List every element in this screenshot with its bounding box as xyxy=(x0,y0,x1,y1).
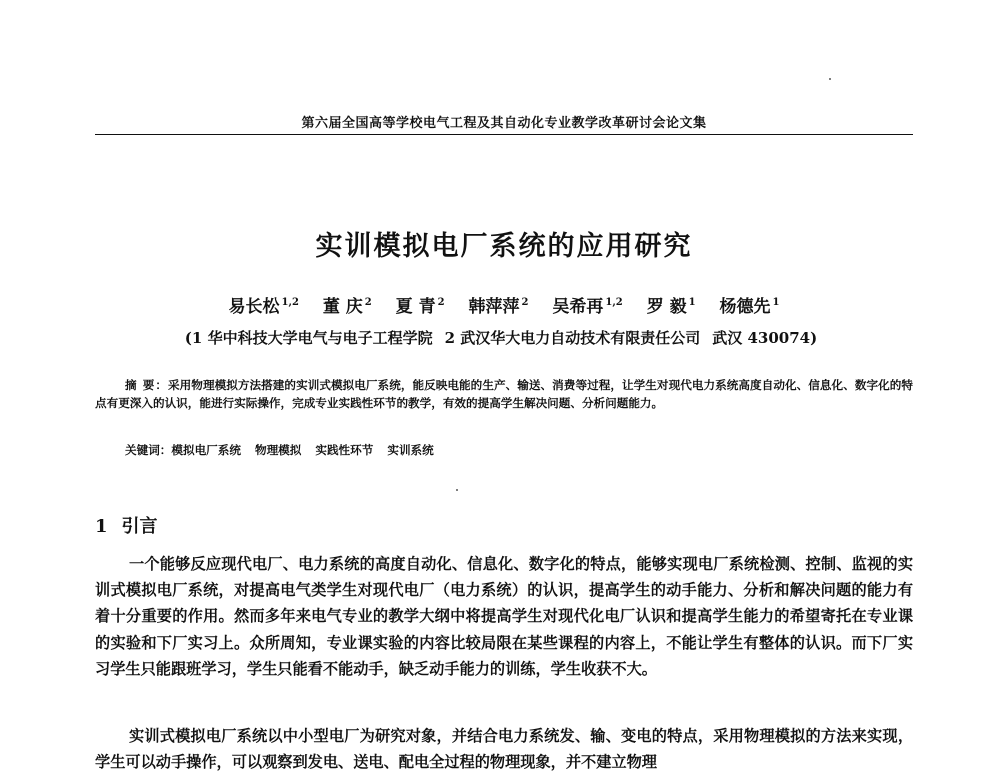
scan-speck xyxy=(456,489,458,491)
running-header: 第六届全国高等学校电气工程及其自动化专业教学改革研讨会论文集 xyxy=(301,116,707,131)
header-rule xyxy=(95,134,913,135)
affiliation-1: 1 华中科技大学电气与电子工程学院 xyxy=(191,329,433,347)
body-paragraph: 实训式模拟电厂系统以中小型电厂为研究对象，并结合电力系统发、输、变电的特点，采用物理模拟的方法来实现，学生可以动手操作，可以观察到发电、送电、配电全过程的物理现象，并不建立物理 xyxy=(95,727,913,772)
keyword: 模拟电厂系统 xyxy=(171,443,241,457)
author: 易长松 $^{1,2}$ xyxy=(228,297,299,317)
affiliation-2: 2 武汉华大电力自动技术有限责任公司 xyxy=(444,329,701,347)
keywords xyxy=(125,442,905,458)
section-title: 引言 xyxy=(121,516,158,537)
affiliations xyxy=(95,327,913,348)
abstract-label: 摘 要： xyxy=(125,378,169,392)
author: 吴希再 $^{1,2}$ xyxy=(552,297,623,317)
author: 韩萍萍 $^2$ xyxy=(468,297,529,317)
author-list xyxy=(95,292,913,317)
abstract-text: 采用物理模拟方法搭建的实训式模拟电厂系统，能反映电能的生产、输送、消费等过程，让学生对现代电力系统高度自动化、信息化、数字化的特点有更深入的认识，能进行实际操作，完成专业实践性环节的教学，有效的提高学生解决问题、分析问题能力。 xyxy=(95,378,913,410)
affiliation-open: ( xyxy=(184,329,192,347)
author: 夏 青 $^2$ xyxy=(395,297,445,317)
keyword: 实践性环节 xyxy=(315,443,374,457)
scan-speck xyxy=(829,78,831,80)
keyword: 实训系统 xyxy=(387,443,434,457)
section-heading xyxy=(95,512,158,538)
author: 杨德先 $^1$ xyxy=(719,297,780,317)
abstract xyxy=(95,376,913,412)
keywords-label: 关键词： xyxy=(125,443,172,457)
author: 董 庆 $^2$ xyxy=(322,297,372,317)
author: 罗 毅 $^1$ xyxy=(646,297,696,317)
paper-title: 实训模拟电厂系统的应用研究 xyxy=(315,231,693,262)
section-number: 1 xyxy=(95,516,108,537)
body-paragraph: 一个能够反应现代电厂、电力系统的高度自动化、信息化、数字化的特点，能够实现电厂系统检测、控制、监视的实训式模拟电厂系统，对提高电气类学生对现代电厂（电力系统）的认识，提高学生的动手能力、分析和解决问题的能力有着十分重要的作用。然而多年来电气专业的教学大纲中将提高学生对现代化电厂认识和提高学生能力的希望寄托在专业课的实验和下厂实习上。众所周知，专业课实验的内容比较局限在某些课程的内容上，不能让学生有整体的认识。而下厂实习学生只能跟班学习，学生只能看不能动手，缺乏动手能力的训练，学生收获不大。 xyxy=(95,555,913,678)
keyword: 物理模拟 xyxy=(254,443,302,457)
affiliation-city: 武汉 430074) xyxy=(712,329,818,347)
